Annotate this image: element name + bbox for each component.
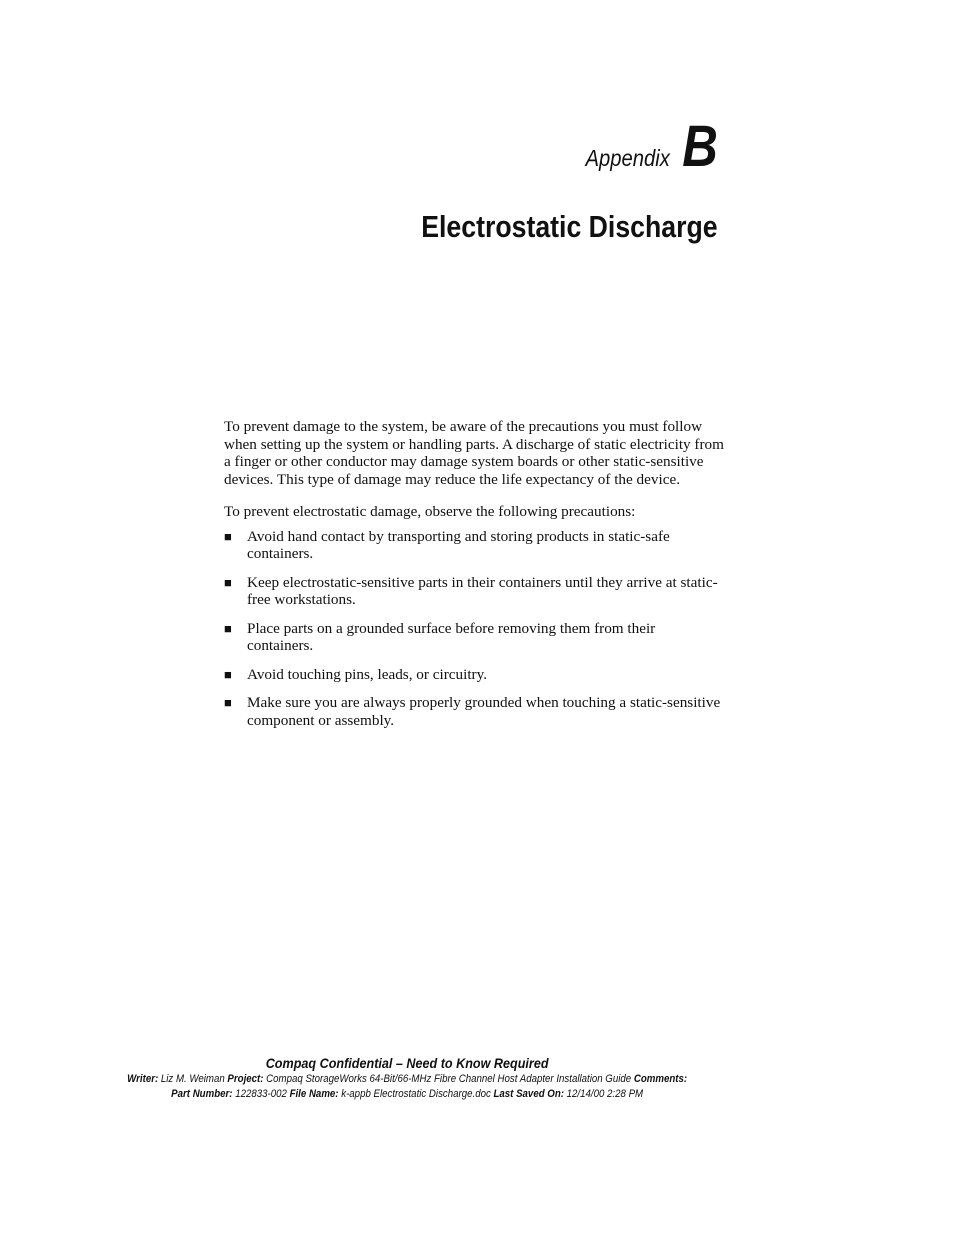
project-value: Compaq StorageWorks 64-Bit/66-MHz Fibre Channel Host Adapter Installation Guide (266, 1073, 632, 1085)
part-number-value: 122833-002 (235, 1088, 287, 1100)
precautions-lead: To prevent electrostatic damage, observe the following precautions: (224, 503, 636, 520)
precautions-list (224, 528, 724, 730)
list-item (224, 620, 724, 655)
list-item (224, 528, 724, 563)
list-item-text: Avoid hand contact by transporting and storing products in static-safe containers. (247, 527, 670, 562)
bullet-icon: ■ (224, 528, 232, 544)
part-number-label: Part Number: (171, 1088, 233, 1100)
appendix-letter: B (682, 114, 718, 179)
list-item-text: Place parts on a grounded surface before removing them from their containers. (247, 619, 656, 654)
comments-label: Comments: (633, 1073, 687, 1085)
list-item-text: Keep electrostatic-sensitive parts in their containers until they arrive at static-free workstations. (247, 573, 718, 608)
body-text (224, 418, 724, 740)
page-title: Electrostatic Discharge (421, 209, 718, 244)
list-item (224, 694, 724, 729)
bullet-icon: ■ (224, 666, 232, 682)
list-item (224, 574, 724, 609)
last-saved-label: Last Saved On: (493, 1088, 564, 1100)
confidential-notice (0, 1055, 814, 1071)
appendix-word: Appendix (585, 145, 671, 171)
bullet-icon: ■ (224, 695, 232, 710)
file-name-label: File Name: (289, 1088, 339, 1100)
bullet-icon: ■ (224, 620, 232, 636)
list-item (224, 666, 724, 684)
list-item-text: Avoid touching pins, leads, or circuitry. (247, 665, 487, 683)
footer-file-line (0, 1088, 814, 1100)
project-label: Project: (227, 1073, 264, 1085)
list-item-text: Make sure you are always properly grounded when touching a static-sensitive component or assembly. (247, 694, 721, 729)
last-saved-value: 12/14/00 2:28 PM (566, 1088, 643, 1100)
file-name-value: k-appb Electrostatic Discharge.doc (341, 1088, 491, 1100)
intro-paragraph: To prevent damage to the system, be aware of the precautions you must follow when setting up the system or handling parts. A discharge of static electricity from a finger or other conductor may damage system boards or other static-sensitive devices. This type of damage may reduce the life expectancy of the device. (224, 418, 724, 488)
writer-value: Liz M. Weiman (160, 1073, 225, 1085)
writer-label: Writer: (127, 1073, 159, 1085)
appendix-heading (574, 114, 718, 179)
footer-writer-line (0, 1073, 814, 1085)
confidential-text: Compaq Confidential – Need to Know Required (265, 1055, 549, 1071)
bullet-icon: ■ (224, 574, 232, 590)
